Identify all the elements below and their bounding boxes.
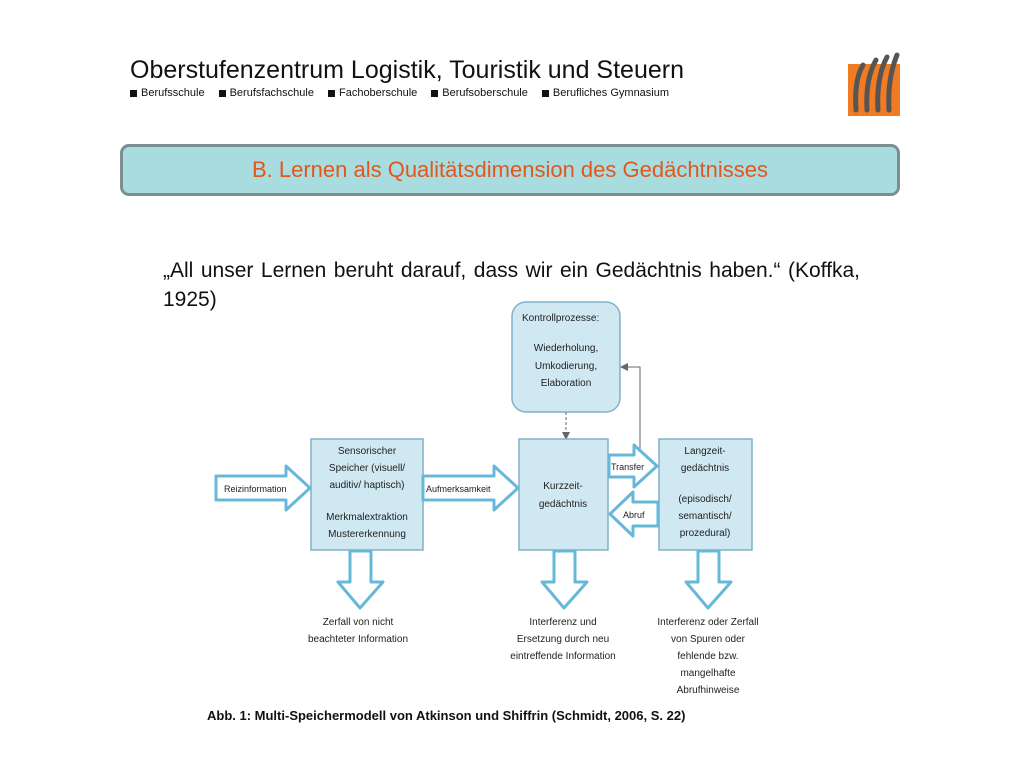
school-type-label: Berufsfachschule	[229, 87, 314, 99]
longterm-box-line: prozedural)	[679, 528, 731, 539]
figure-caption: Abb. 1: Multi-Speichermodell von Atkinson und Shiffrin (Schmidt, 2006, S. 22)	[207, 708, 686, 723]
sensory-box-line: Merkmalextraktion	[326, 512, 408, 523]
bullet-icon	[219, 90, 226, 97]
shortterm-interference-arrow	[542, 551, 587, 608]
attention-label: Aufmerksamkeit	[426, 484, 491, 494]
school-type-label: Berufsoberschule	[442, 87, 528, 99]
school-type-item	[130, 87, 205, 99]
school-type-item	[431, 87, 528, 99]
page-title: Oberstufenzentrum Logistik, Touristik und Steuern	[130, 56, 684, 84]
school-type-item	[542, 87, 669, 99]
control-box-title: Kontrollprozesse:	[522, 313, 600, 324]
school-type-label: Berufsschule	[141, 87, 205, 99]
longterm-box-line: gedächtnis	[680, 463, 730, 474]
longterm-box-line: Langzeit-	[684, 446, 726, 457]
longterm-outcome-line: fehlende bzw.	[677, 651, 739, 662]
control-box-line: Wiederholung,	[533, 343, 599, 354]
multi-store-memory-diagram	[200, 290, 800, 740]
bullet-icon	[542, 90, 549, 97]
school-logo-icon	[848, 52, 900, 116]
sensory-box-line: Sensorischer	[337, 446, 397, 457]
longterm-interference-arrow	[686, 551, 731, 608]
shortterm-outcome-line: Interferenz und	[529, 617, 597, 628]
sensory-box-line: Speicher (visuell/	[328, 463, 406, 474]
stimulus-input-label: Reizinformation	[224, 484, 287, 494]
section-banner	[120, 144, 900, 196]
bullet-icon	[328, 90, 335, 97]
school-type-label: Berufliches Gymnasium	[552, 87, 670, 99]
shortterm-box-line: Kurzzeit-	[543, 481, 583, 492]
section-title: B. Lernen als Qualitätsdimension des Gedächtnisses	[251, 157, 769, 182]
sensory-box-line: auditiv/ haptisch)	[329, 480, 405, 491]
longterm-outcome-line: von Spuren oder	[671, 634, 745, 645]
sensory-outcome-line: beachteter Information	[307, 634, 409, 645]
shortterm-outcome-line: eintreffende Information	[510, 651, 616, 662]
school-type-item	[219, 87, 314, 99]
bullet-icon	[130, 90, 137, 97]
school-type-list	[130, 87, 669, 99]
control-box-line: Elaboration	[540, 378, 592, 389]
retrieval-label: Abruf	[623, 510, 645, 520]
longterm-box-line: semantisch/	[678, 511, 732, 522]
longterm-outcome-line: Abrufhinweise	[676, 685, 740, 696]
longterm-box-line: (episodisch/	[678, 494, 732, 505]
longterm-outcome-line: Interferenz oder Zerfall	[657, 617, 759, 628]
shortterm-box-line: gedächtnis	[538, 499, 588, 510]
short-term-memory-box	[519, 439, 608, 550]
sensory-decay-arrow	[338, 551, 383, 608]
sensory-outcome-line: Zerfall von nicht	[322, 617, 394, 628]
sensory-box-line: Mustererkennung	[328, 529, 406, 540]
control-box-line: Umkodierung,	[534, 361, 598, 372]
school-type-label: Fachoberschule	[338, 87, 418, 99]
transfer-label: Transfer	[611, 462, 645, 472]
longterm-outcome-line: mangelhafte	[680, 668, 736, 679]
bullet-icon	[431, 90, 438, 97]
school-type-item	[328, 87, 417, 99]
shortterm-outcome-line: Ersetzung durch neu	[516, 634, 610, 645]
koffka-quote: „All unser Lernen beruht darauf, dass wir ein Gedächtnis haben.“ (Koffka, 1925)	[163, 259, 860, 311]
